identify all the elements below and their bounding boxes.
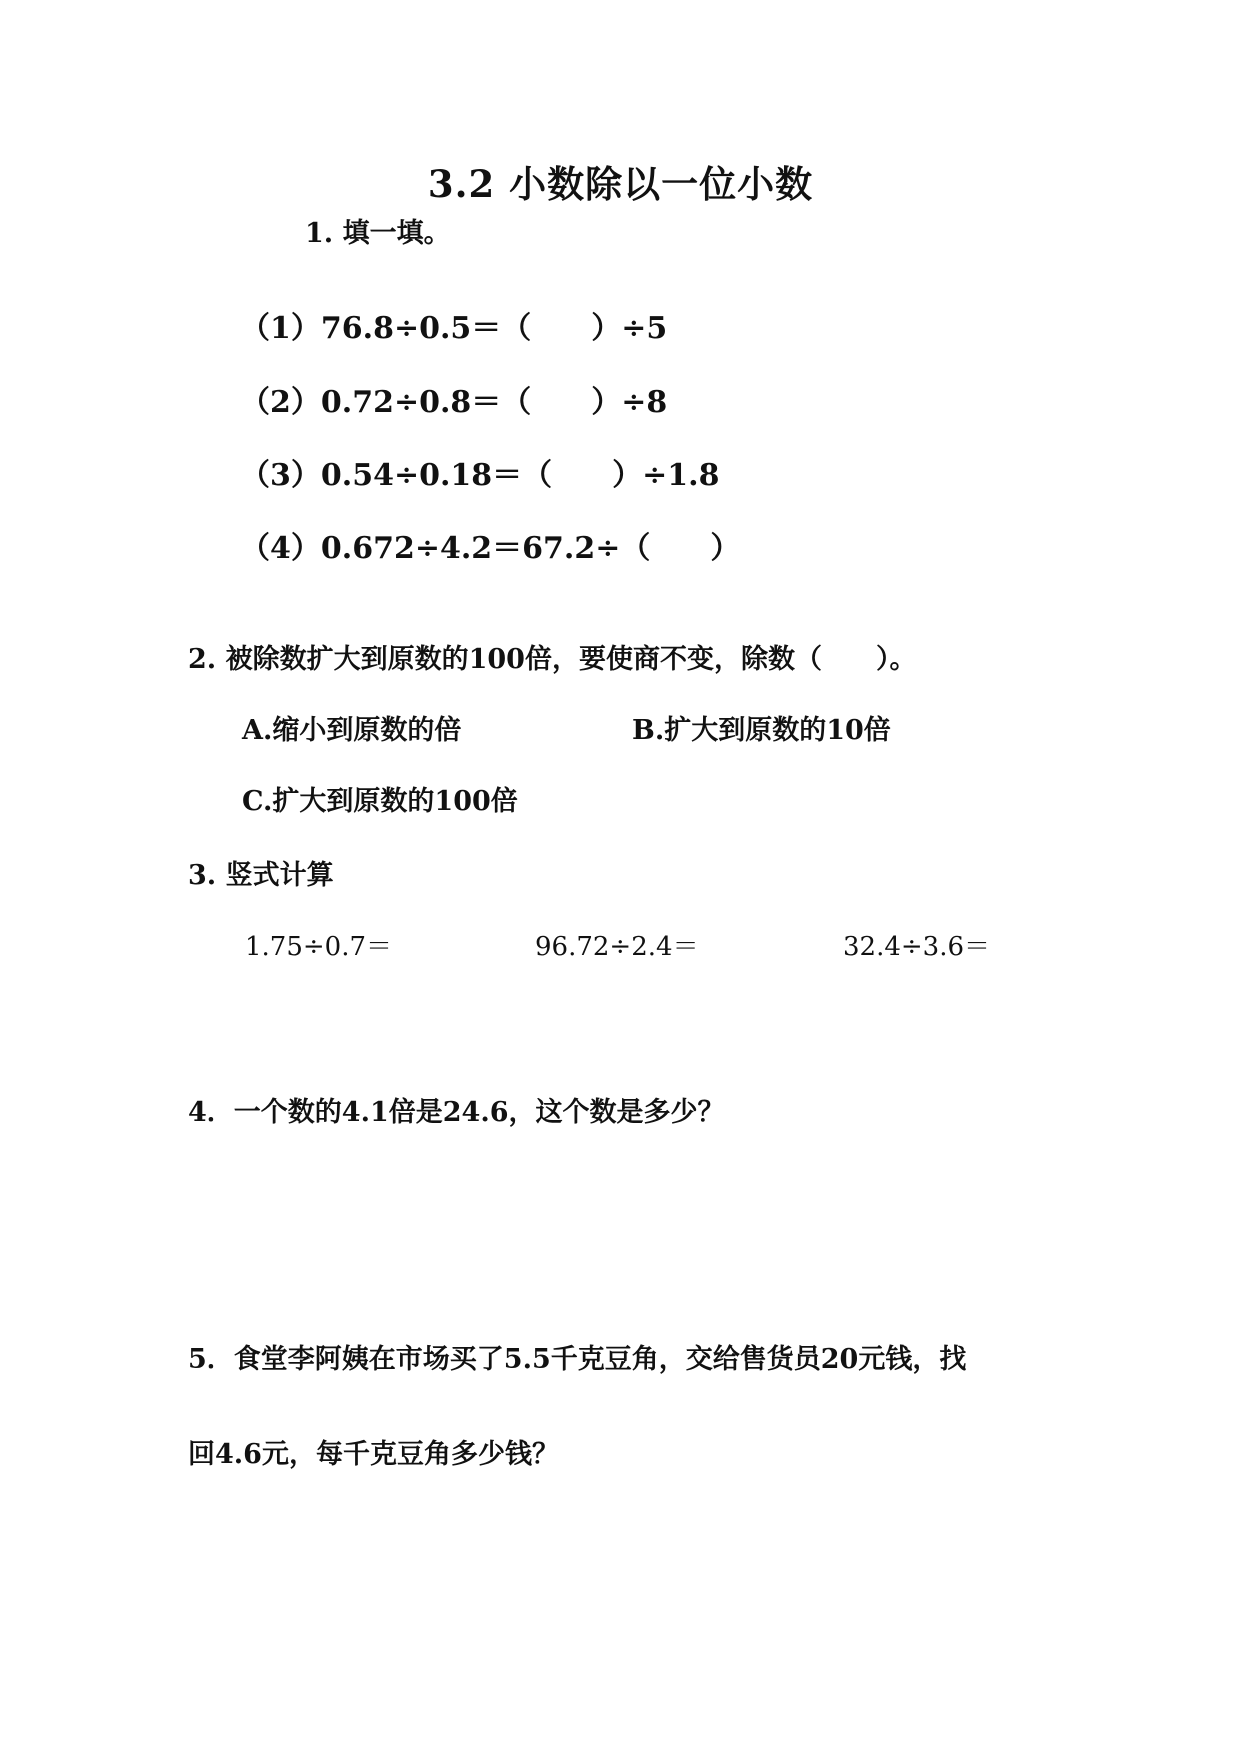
q2-option-a: A.缩小到原数的倍	[242, 715, 462, 746]
q4-text: 4．一个数的4.1倍是24.6，这个数是多少？	[188, 1097, 725, 1128]
q3-problem-1: 1.75÷0.7＝	[245, 932, 393, 962]
q5-line-1: 5．食堂李阿姨在市场买了5.5千克豆角，交给售货员20元钱，找	[188, 1344, 967, 1375]
q2-stem: 2. 被除数扩大到原数的100倍，要使商不变，除数（ ）。	[188, 644, 917, 675]
q1-item-1: （1）76.8÷0.5＝（ ）÷5	[240, 311, 668, 346]
q1-item-2: （2）0.72÷0.8＝（ ）÷8	[240, 385, 668, 420]
q3-problem-2: 96.72÷2.4＝	[535, 932, 699, 962]
q2-option-b: B.扩大到原数的10倍	[632, 715, 891, 746]
q3-problem-3: 32.4÷3.6＝	[843, 932, 991, 962]
q1-item-4: （4）0.672÷4.2＝67.2÷（ ）	[240, 531, 741, 566]
page-title: 3.2 小数除以一位小数	[427, 162, 814, 206]
q1-heading: 1. 填一填。	[305, 218, 451, 249]
q2-option-c: C.扩大到原数的100倍	[242, 786, 518, 817]
q5-line-2: 回4.6元，每千克豆角多少钱？	[188, 1439, 559, 1470]
q3-heading: 3. 竖式计算	[188, 860, 334, 891]
q1-item-3: （3）0.54÷0.18＝（ ）÷1.8	[240, 458, 720, 493]
